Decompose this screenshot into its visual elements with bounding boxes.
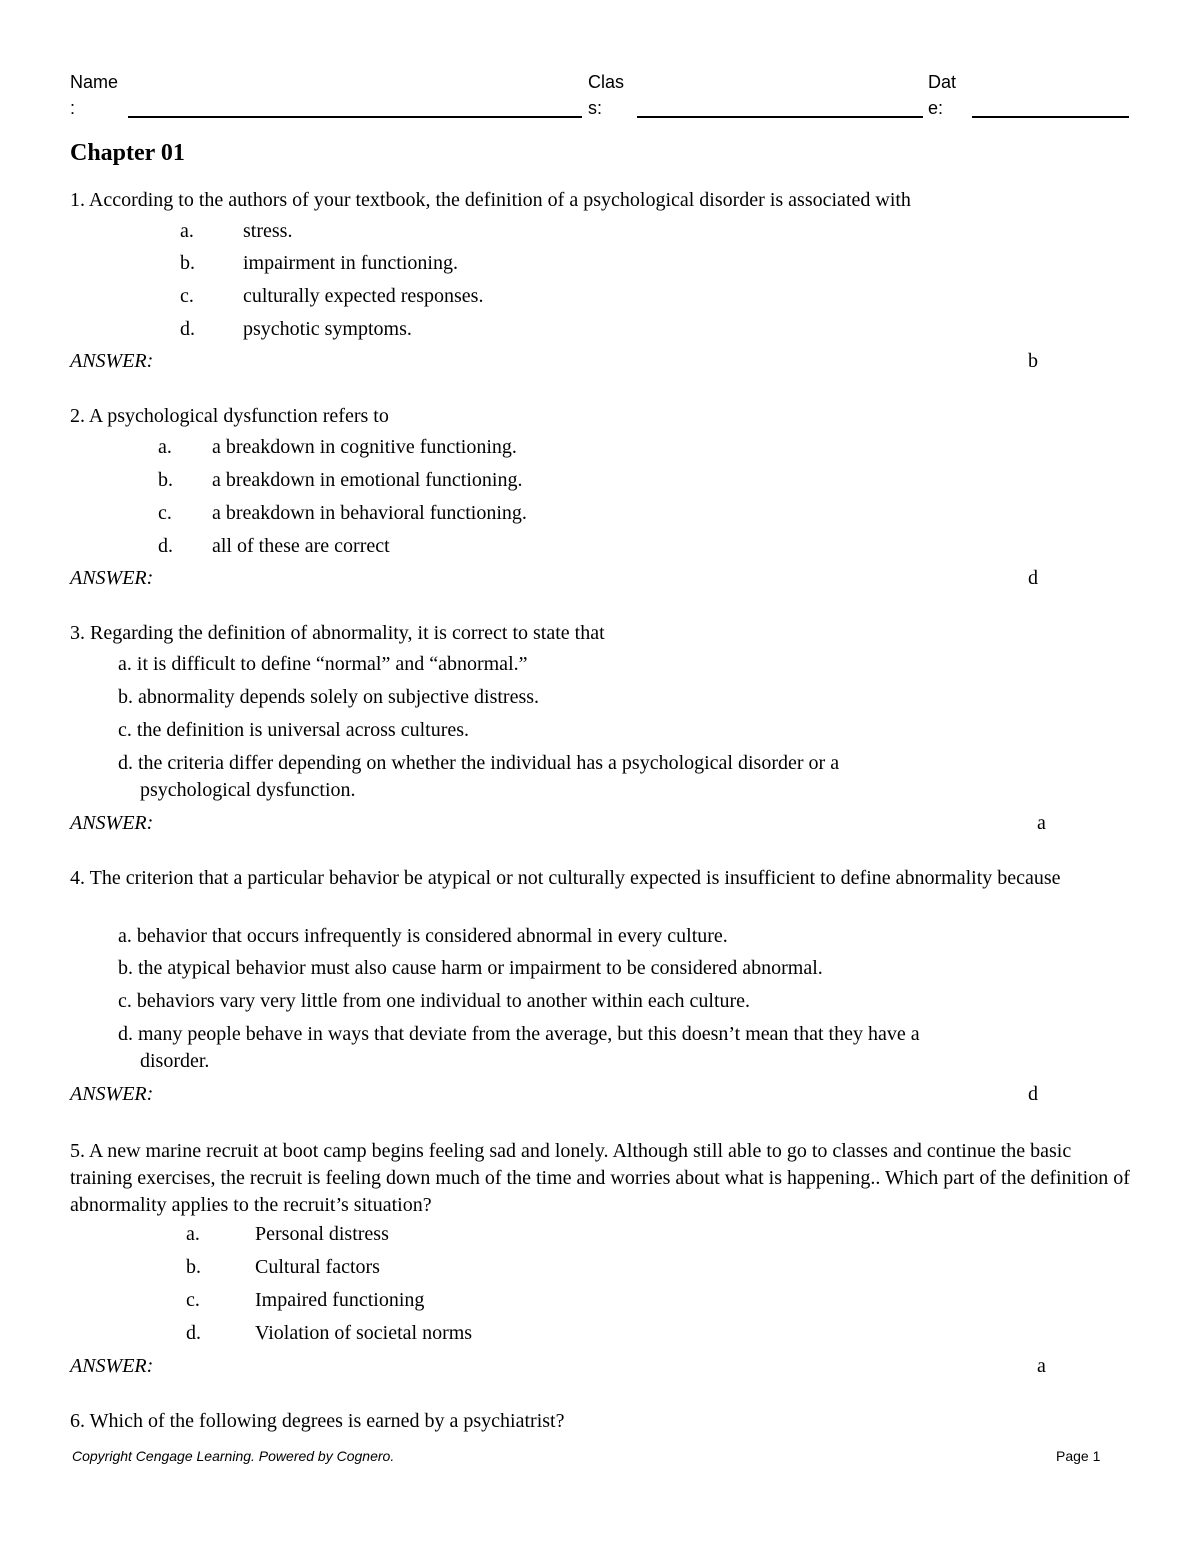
question-4-option-c: c. behaviors vary very little from one individual to another within each culture. [118, 990, 751, 1012]
question-6-stem: 6. Which of the following degrees is earned by a psychiatrist? [70, 1410, 565, 1432]
question-2-answer-label: ANSWER: [70, 567, 154, 589]
question-3-answer-label: ANSWER: [70, 812, 154, 834]
document-page: Name : Clas s: Dat e: Chapter 01 1. According to the authors of your textbook, the definition of a psychological disorder is associated with a. stress. b. impairment in functioning. c. culturally expected responses. d. psychotic symptoms. ANSWER: b 2. A psychological dysfunction refers to a. a breakdown in cognitive functioning. b. a breakdown in emotional functioning. c. a breakdown in behavioral functioning. d. all of these are correct ANSWER: d 3. Regarding the definition of abnormality, it is correct to state that a. it is difficult to define “normal” and “abnormal.” b. abnormality depends solely on subjective distress. c. the definition is universal across cultures. d. the criteria differ depending on whether the individual has a psychological disorder or a psychological dysfunction. ANSWER: a 4. The criterion that a particular behavior be atypical or not culturally expected is insufficient to define abnormality because a. behavior that occurs infrequently is considered abnormal in every culture. b. the atypical behavior must also cause harm or impairment to be considered abnormal. c. behaviors vary very little from one individual to another within each culture. d. many people behave in ways that deviate from the average, but this doesn’t mean that they have a disorder. ANSWER: d 5. A new marine recruit at boot camp begins feeling sad and lonely. Although still able to go to classes and continue the basic training exercises, the recruit is feeling down much of the time and worries about what is happening.. Which part of the definition of abnormality applies to the recruit’s situation? a. Personal distress b. Cultural factors c. Impaired functioning d. Violation of societal norms ANSWER: a 6. Which of the following degrees is earned by a psychiatrist? Copyright Cengage Learning. Powered by Cognero. Page 1 [70, 72, 1130, 1464]
chapter-title: Chapter 01 [70, 140, 185, 166]
name-label-colon: : [70, 98, 76, 118]
footer-copyright: Copyright Cengage Learning. Powered by Cognero. [72, 1448, 395, 1464]
question-3-option-b: b. abnormality depends solely on subjective distress. [118, 686, 540, 708]
name-field[interactable] [128, 116, 582, 118]
question-4-stem: 4. The criterion that a particular behavior be atypical or not culturally expected is insufficient to define abnormality because [70, 867, 1061, 889]
question-3-option-d: d. the criteria differ depending on whether the individual has a psychological disorder or a psychological dysfunction. [118, 752, 840, 801]
name-label: Name [70, 72, 119, 92]
question-4-option-a: a. behavior that occurs infrequently is considered abnormal in every culture. [118, 925, 728, 947]
question-4-option-d: d. many people behave in ways that deviate from the average, but this doesn’t mean that they have a disorder. [118, 1023, 920, 1072]
question-2-answer: d [1028, 567, 1038, 589]
question-4-answer-label: ANSWER: [70, 1083, 154, 1105]
date-label: Dat [928, 72, 957, 92]
question-3-option-a: a. it is difficult to define “normal” and “abnormal.” [118, 653, 528, 675]
question-3-answer: a [1037, 812, 1046, 834]
question-1-stem: 1. According to the authors of your textbook, the definition of a psychological disorder is associated with [70, 189, 911, 211]
question-1-answer-label: ANSWER: [70, 350, 154, 372]
question-4-option-b: b. the atypical behavior must also cause harm or impairment to be considered abnormal. [118, 957, 823, 979]
date-label-colon: e: [928, 98, 944, 118]
question-5-answer: a [1037, 1355, 1046, 1377]
class-label-colon: s: [588, 98, 603, 118]
class-field[interactable] [637, 116, 923, 118]
question-4-answer: d [1028, 1083, 1038, 1105]
question-5-answer-label: ANSWER: [70, 1355, 154, 1377]
question-5-stem: 5. A new marine recruit at boot camp begins feeling sad and lonely. Although still able to go to classes and continue the basic training exercises, the recruit is feeling down much of the time and worries about what is happening.. Which part of the definition of abnormality applies to the recruit’s situation? [70, 1140, 1130, 1216]
question-2-stem: 2. A psychological dysfunction refers to [70, 405, 389, 427]
page-number: Page 1 [1056, 1448, 1101, 1464]
question-3-option-c: c. the definition is universal across cultures. [118, 719, 470, 741]
question-1-answer: b [1028, 350, 1038, 372]
question-3-stem: 3. Regarding the definition of abnormality, it is correct to state that [70, 622, 605, 644]
date-field[interactable] [972, 116, 1129, 118]
class-label: Clas [588, 72, 625, 92]
